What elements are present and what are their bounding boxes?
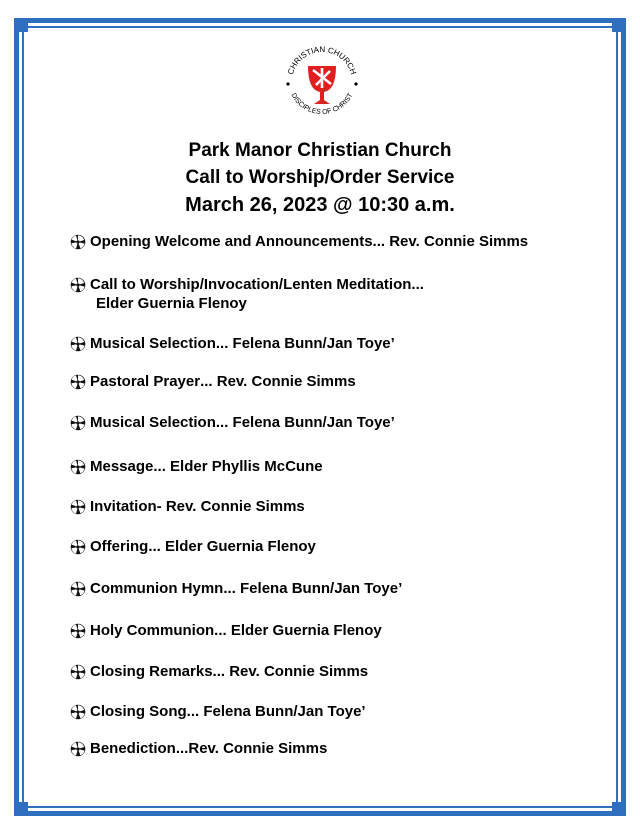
service-item: [70, 538, 316, 555]
service-item: [70, 498, 305, 515]
item-title: Benediction: [90, 740, 176, 757]
item-person: Rev. Connie Simms: [389, 233, 529, 250]
service-item: [70, 663, 368, 680]
item-title: Call to Worship/Invocation/Lenten Meditation: [90, 276, 412, 293]
spiral-bullet-icon: [70, 336, 86, 352]
item-separator: ...: [148, 538, 166, 555]
item-separator: ...: [215, 414, 233, 431]
spiral-bullet-icon: [70, 704, 86, 720]
item-separator: ...: [411, 276, 424, 293]
service-item: [70, 335, 395, 352]
item-separator: ...: [223, 580, 241, 597]
item-person: Felena Bunn/Jan Toye’: [203, 703, 366, 720]
item-separator: ...: [214, 622, 231, 639]
item-person: Rev. Connie Simms: [216, 373, 356, 390]
item-title: Musical Selection: [90, 335, 216, 352]
spiral-bullet-icon: [70, 539, 86, 555]
item-person: Elder Guernia Flenoy: [96, 295, 247, 312]
item-separator: -: [156, 498, 166, 515]
item-separator: ...: [372, 233, 390, 250]
service-item: [70, 458, 323, 475]
service-item: [70, 373, 356, 390]
spiral-bullet-icon: [70, 277, 86, 293]
item-title: Message: [90, 458, 154, 475]
service-date: March 26, 2023 @ 10:30 a.m.: [185, 194, 455, 216]
corner-ornament: [612, 802, 626, 816]
service-item: [70, 580, 402, 597]
item-title: Opening Welcome and Announcements: [90, 233, 373, 250]
spiral-bullet-icon: [70, 664, 86, 680]
item-title: Closing Song: [90, 703, 187, 720]
service-item: [70, 276, 424, 312]
item-separator: ...: [215, 335, 233, 352]
item-title: Communion Hymn: [90, 580, 224, 597]
spiral-bullet-icon: [70, 499, 86, 515]
spiral-bullet-icon: [70, 459, 86, 475]
item-title: Holy Communion: [90, 622, 215, 639]
item-separator: ...: [212, 663, 230, 680]
item-separator: ...: [186, 703, 204, 720]
item-person: Felena Bunn/Jan Toye’: [240, 580, 403, 597]
service-title: Call to Worship/Order Service: [185, 167, 455, 188]
item-person: Rev. Connie Simms: [188, 740, 328, 757]
item-separator: ...: [175, 740, 189, 757]
corner-ornament: [14, 802, 28, 816]
disciples-chalice-logo: [280, 40, 364, 124]
spiral-bullet-icon: [70, 581, 86, 597]
service-item: [70, 703, 366, 720]
item-title: Pastoral Prayer: [90, 373, 201, 390]
corner-ornament: [14, 18, 28, 32]
service-item: [70, 414, 395, 431]
item-title: Closing Remarks: [90, 663, 213, 680]
spiral-bullet-icon: [70, 374, 86, 390]
item-person: Rev. Connie Simms: [229, 663, 369, 680]
item-person: Elder Guernia Flenoy: [230, 622, 382, 639]
service-item: [70, 622, 382, 639]
service-item: [70, 233, 528, 250]
service-item: [70, 740, 327, 757]
item-person: Rev. Connie Simms: [165, 498, 305, 515]
spiral-bullet-icon: [70, 415, 86, 431]
spiral-bullet-icon: [70, 234, 86, 250]
corner-ornament: [612, 18, 626, 32]
spiral-bullet-icon: [70, 623, 86, 639]
item-person: Felena Bunn/Jan Toye’: [232, 414, 395, 431]
logo-bottom-text: DISCIPLES OF CHRIST: [289, 92, 355, 117]
item-person: Elder Phyllis McCune: [170, 458, 323, 475]
item-title: Invitation: [90, 498, 157, 515]
item-separator: ...: [153, 458, 171, 475]
logo-top-text: CHRISTIAN CHURCH: [286, 44, 358, 76]
item-title: Offering: [90, 538, 149, 555]
church-name: Park Manor Christian Church: [188, 140, 452, 161]
item-person: Elder Guernia Flenoy: [165, 538, 316, 555]
item-separator: ...: [200, 373, 217, 390]
item-person: Felena Bunn/Jan Toye’: [232, 335, 395, 352]
spiral-bullet-icon: [70, 741, 86, 757]
item-title: Musical Selection: [90, 414, 216, 431]
